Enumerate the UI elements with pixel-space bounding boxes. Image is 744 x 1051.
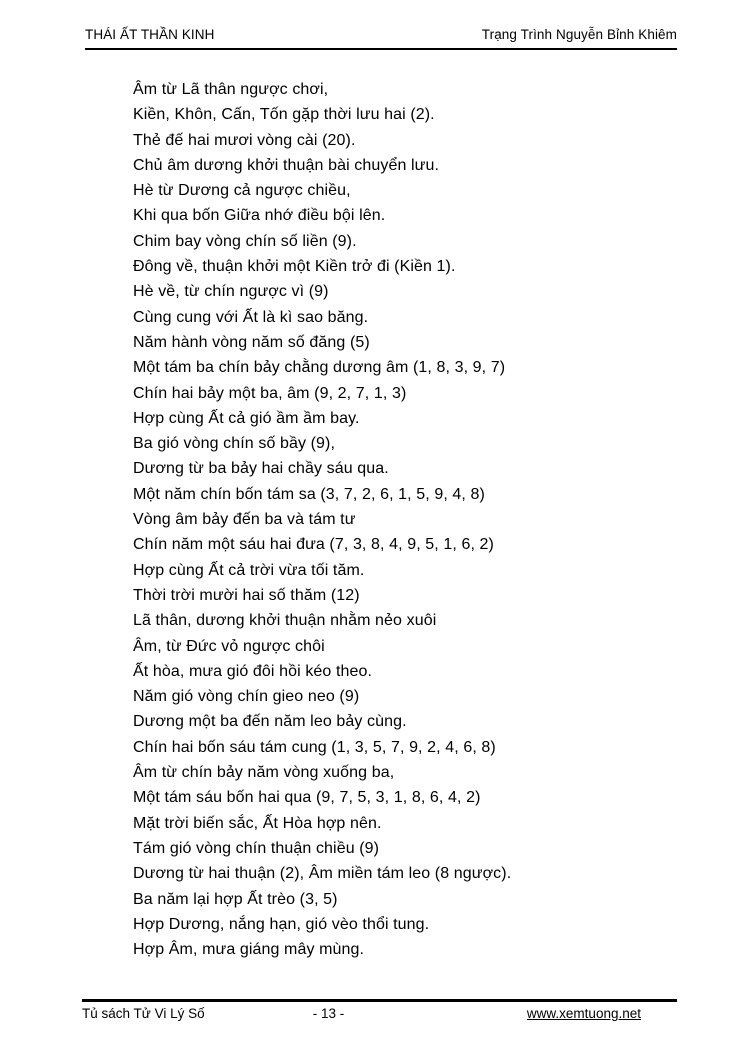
poem-line: Chim bay vòng chín số liền (9).: [133, 232, 357, 250]
poem-line: Một tám ba chín bảy chằng dương âm (1, 8, 3, 9, 7): [133, 359, 506, 377]
poem-line: Tám gió vòng chín thuận chiều (9): [133, 839, 380, 857]
poem-line: Lã thân, dương khởi thuận nhằm nẻo xuôi: [133, 612, 437, 630]
poem-line: Vòng âm bảy đến ba và tám tư: [133, 511, 356, 529]
poem-line: Dương từ hai thuận (2), Âm miền tám leo (8 ngược).: [133, 865, 512, 883]
header-divider-rule: [85, 48, 677, 50]
poem-line: Dương một ba đến năm leo bảy cùng.: [133, 713, 407, 731]
poem-line: Âm từ chín bảy năm vòng xuống ba,: [133, 764, 395, 782]
poem-line: Hè về, từ chín ngược vì (9): [133, 283, 329, 301]
poem-line: Năm hành vòng năm số đăng (5): [133, 333, 370, 351]
poem-line: Hợp cùng Ất cả gió ầm ầm bay.: [133, 409, 360, 427]
poem-line: Ất hòa, mưa gió đôi hồi kéo theo.: [133, 662, 373, 680]
poem-line: Hợp Âm, mưa giáng mây mùng.: [133, 941, 365, 959]
footer-series-title: Tủ sách Tử Vi Lý Số: [82, 1006, 205, 1021]
poem-line: Hè từ Dương cả ngược chiều,: [133, 182, 351, 200]
poem-line: Dương từ ba bảy hai chầy sáu qua.: [133, 460, 389, 478]
footer-website-wrap: [455, 1006, 677, 1021]
header-book-title: THÁI ẤT THẦN KINH: [85, 27, 215, 42]
poem-line: Hợp cùng Ất cả trời vừa tối tăm.: [133, 561, 365, 579]
poem-line: Chín hai bốn sáu tám cung (1, 3, 5, 7, 9, 2, 4, 6, 8): [133, 738, 496, 756]
footer-website-link[interactable]: www.xemtuong.net: [526, 1006, 641, 1021]
poem-line: Âm từ Lã thân ngược chơi,: [133, 81, 329, 98]
poem-line: Chín hai bảy một ba, âm (9, 2, 7, 1, 3): [133, 384, 407, 402]
poem-line: Thời trời mười hai số thăm (12): [133, 586, 360, 604]
footer-divider-rule: [82, 999, 677, 1002]
poem-line: Một năm chín bốn tám sa (3, 7, 2, 6, 1, 5, 9, 4, 8): [133, 485, 485, 503]
header-author: Trạng Trình Nguyễn Bỉnh Khiêm: [481, 27, 677, 42]
poem-line: Mặt trời biến sắc, Ất Hòa hợp nên.: [133, 814, 382, 832]
poem-line: Một tám sáu bốn hai qua (9, 7, 5, 3, 1, 8, 6, 4, 2): [133, 789, 481, 807]
poem-line: Cùng cung với Ất là kì sao băng.: [133, 308, 369, 326]
page-footer: [82, 1006, 677, 1021]
poem-line: Khi qua bốn Giữa nhớ điều bội lên.: [133, 207, 386, 225]
poem-line: Năm gió vòng chín gieo neo (9): [133, 688, 360, 706]
poem-line: Hợp Dương, nắng hạn, gió vèo thổi tung.: [133, 915, 430, 933]
poem-line: Kiền, Khôn, Cấn, Tốn gặp thời lưu hai (2).: [133, 106, 435, 124]
poem-line: Chín năm một sáu hai đưa (7, 3, 8, 4, 9, 5, 1, 6, 2): [133, 536, 494, 554]
footer-page-number: - 13 -: [312, 1006, 345, 1021]
page-header: [85, 27, 677, 42]
poem-line: Ba gió vòng chín số bầy (9),: [133, 435, 336, 453]
poem-line: Chủ âm dương khởi thuận bài chuyển lưu.: [133, 156, 440, 174]
poem-lines: [133, 77, 693, 962]
poem-line: Âm, từ Đức vỏ ngược chôi: [133, 637, 325, 655]
poem-line: Đông về, thuận khởi một Kiền trở đi (Kiền 1).: [133, 258, 456, 276]
poem-line: Thẻ đế hai mươi vòng cài (20).: [133, 131, 356, 149]
poem-line: Ba năm lại hợp Ất trèo (3, 5): [133, 890, 338, 908]
